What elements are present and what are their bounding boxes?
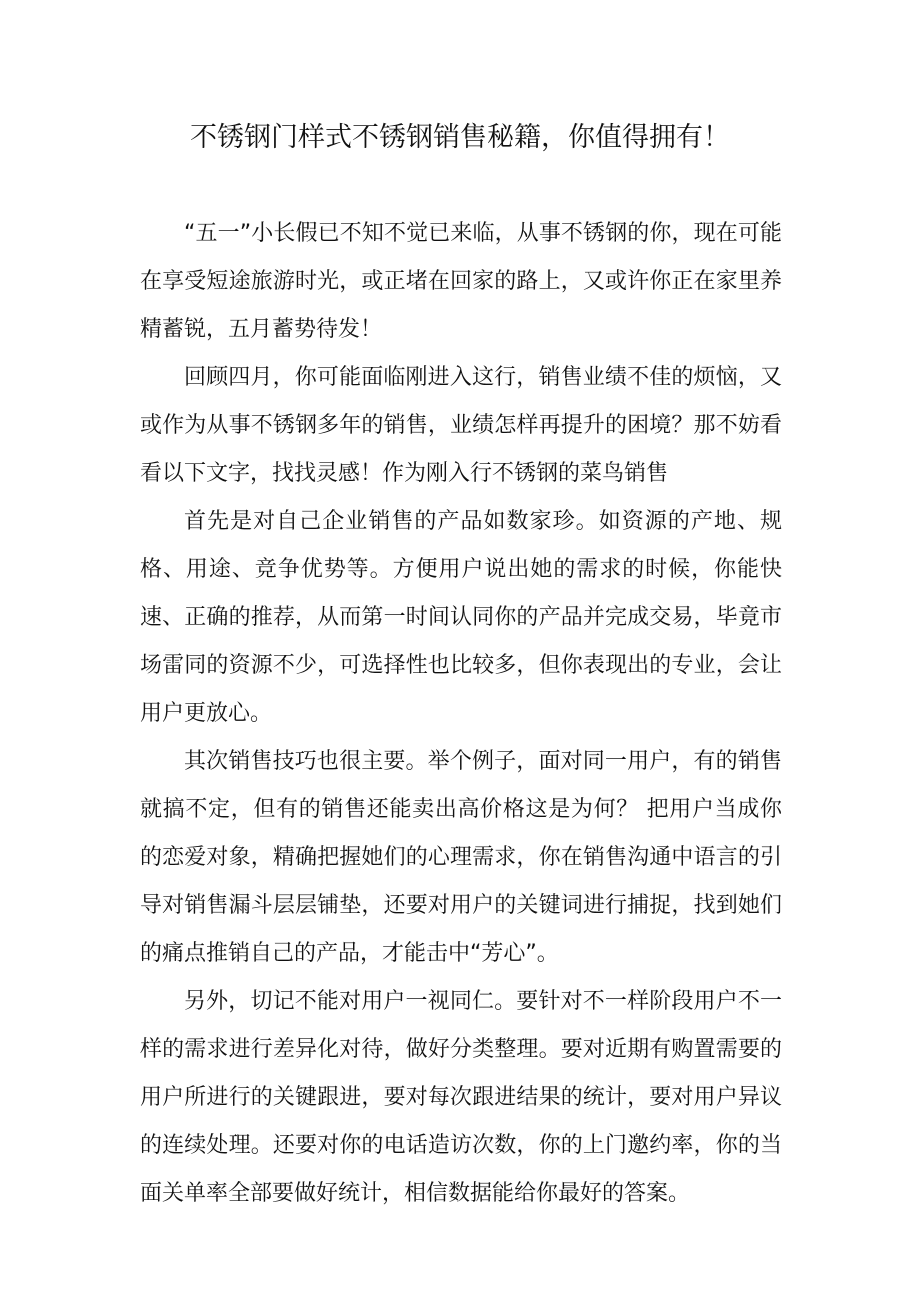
paragraph-holiday-intro: “五一”小长假已不知不觉已来临，从事不锈钢的你，现在可能在享受短途旅游时光，或正堵在回家的路上，又或许你正在家里养精蓄锐，五月蓄势待发！ <box>140 221 783 342</box>
paragraph-customer-segmentation: 另外，切记不能对用户一视同仁。要针对不一样阶段用户不一样的需求进行差异化对待，做好分类整理。要对近期有购置需要的用户所进行的关键跟进，要对每次跟进结果的统计，要对用户异议的连续处理。还要对你的电话造访次数，你的上门邀约率，你的当面关单率全部要做好统计，相信数据能给你最好的答案。 <box>140 989 782 1206</box>
paragraph-sales-skills: 其次销售技巧也很主要。举个例子，面对同一用户，有的销售就搞不定，但有的销售还能卖出高价格这是为何？ 把用户当成你的恋爱对象，精确把握她们的心理需求，你在销售沟通中语言的引导对销售漏斗层层铺垫，还要对用户的关键词进行捕捉，找到她们的痛点推销自己的产品，才能击中“芳心”。 <box>140 749 782 966</box>
paragraph-product-knowledge: 首先是对自己企业销售的产品如数家珍。如资源的产地、规格、用途、竞争优势等。方便用户说出她的需求的时候，你能快速、正确的推荐，从而第一时间认同你的产品并完成交易，毕竟市场雷同的资源不少，可选择性也比较多，但你表现出的专业，会让用户更放心。 <box>140 509 782 726</box>
paragraph-april-review: 回顾四月，你可能面临刚进入这行，销售业绩不佳的烦恼，又或作为从事不锈钢多年的销售，业绩怎样再提升的困境？那不妨看看以下文字，找找灵感！作为刚入行不锈钢的菜鸟销售 <box>140 365 782 486</box>
document-title: 不锈钢门样式不锈钢销售秘籍，你值得拥有！ <box>190 122 730 153</box>
document-body <box>140 210 782 1218</box>
